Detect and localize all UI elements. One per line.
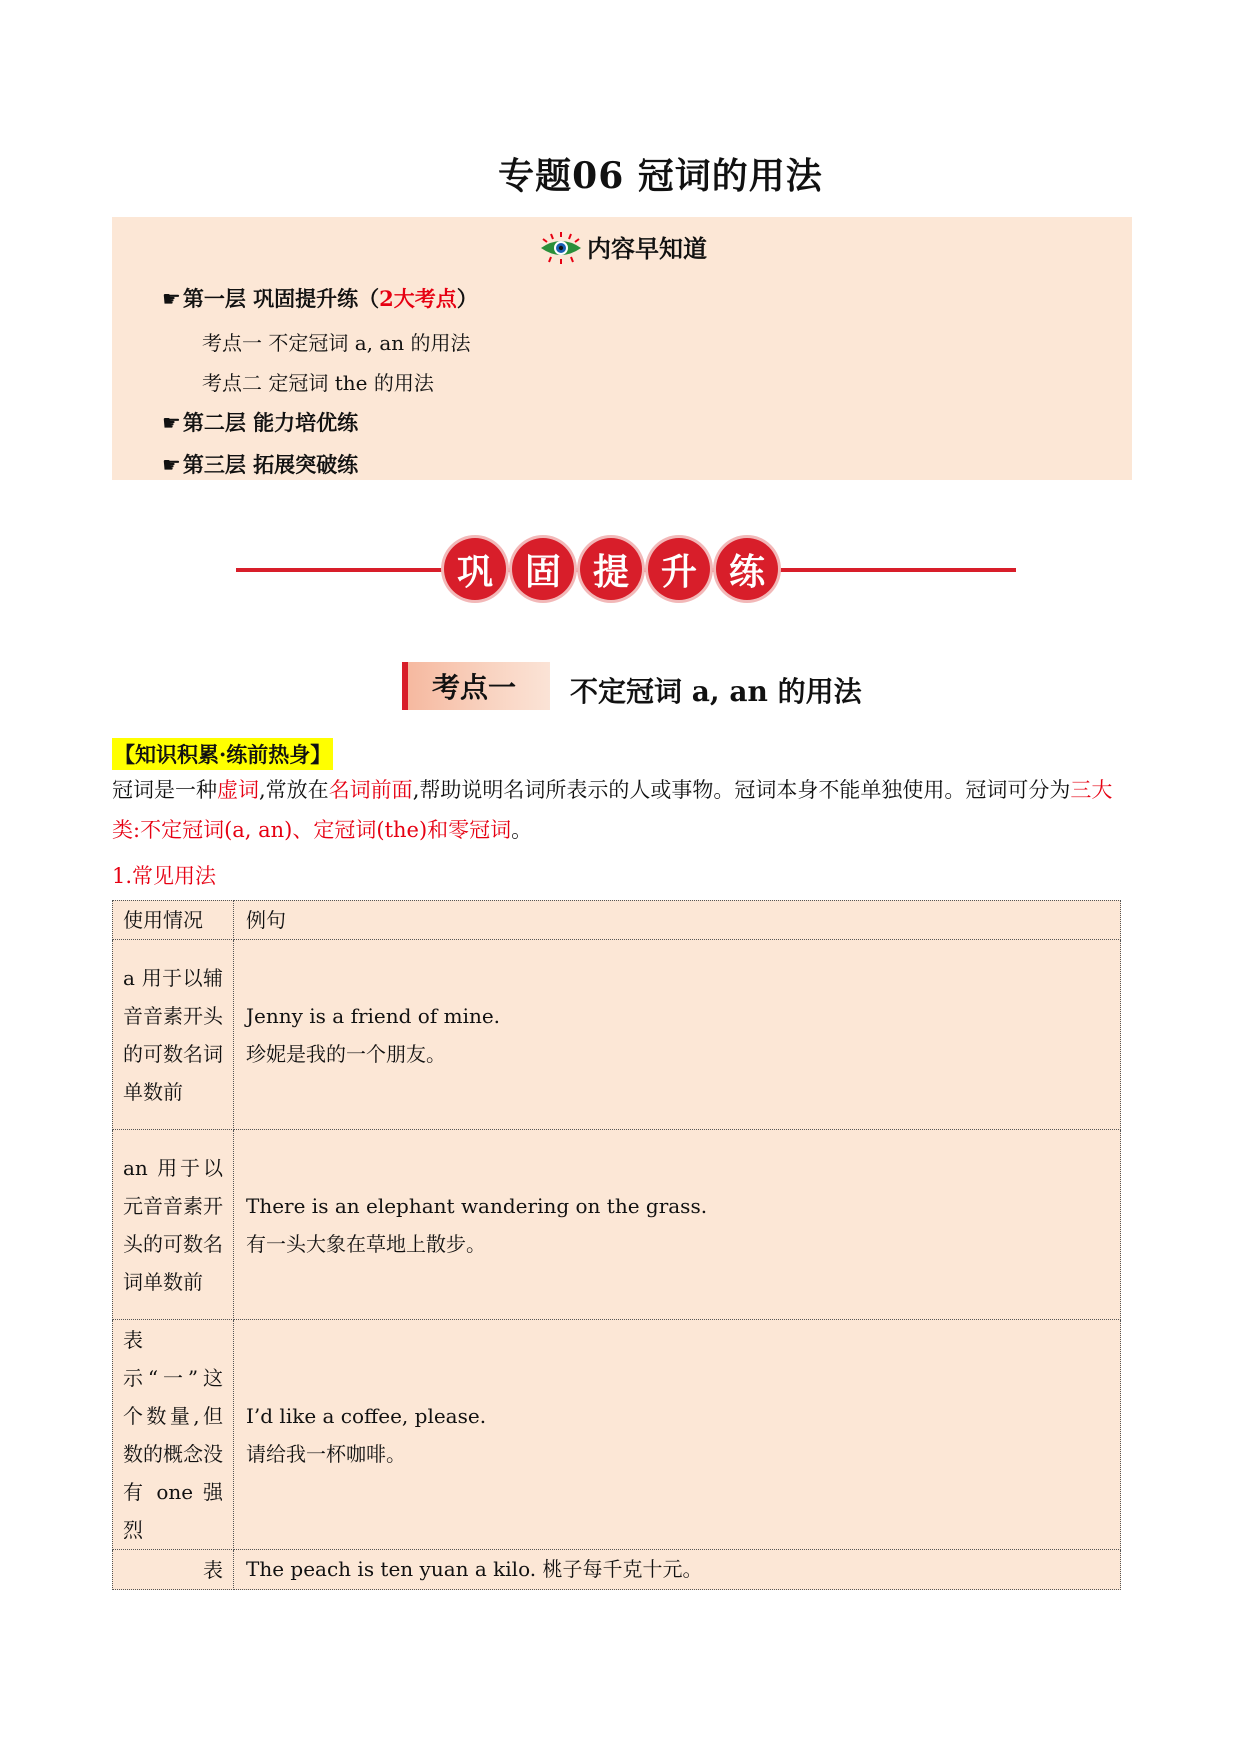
table-row [113, 940, 1121, 1130]
layer-3: ☛第三层 拓展突破练 [162, 452, 359, 477]
point-2: 考点二 定冠词 the 的用法 [202, 371, 434, 395]
table-header-cell: 使用情况 [113, 901, 234, 940]
usage-cell: 表 [113, 1550, 234, 1590]
pointing-hand-icon: ☛ [162, 287, 181, 311]
usage-cell: a 用于以辅音音素开头的可数名词单数前 [113, 940, 234, 1130]
table-row [113, 1550, 1121, 1590]
example-zh: 珍妮是我的一个朋友。 [246, 1041, 446, 1066]
table-row [113, 1130, 1121, 1320]
example-zh: 请给我一杯咖啡。 [246, 1441, 406, 1466]
point-1: 考点一 不定冠词 a, an 的用法 [202, 331, 471, 355]
subheading: 1.常见用法 [112, 864, 217, 888]
section-title: 不定冠词 a, an 的用法 [570, 675, 862, 708]
example-cell [234, 1320, 1121, 1550]
example-en: There is an elephant wandering on the grass. [246, 1193, 708, 1218]
summary-heading-text: 内容早知道 [587, 234, 707, 263]
banner-char: 提 [580, 538, 642, 600]
pointing-hand-icon: ☛ [162, 453, 181, 477]
pointing-hand-icon: ☛ [162, 411, 181, 435]
example-en: The peach is ten yuan a kilo. 桃子每千克十元。 [246, 1557, 703, 1581]
banner-char: 升 [648, 538, 710, 600]
example-zh: 有一头大象在草地上散步。 [246, 1231, 486, 1256]
example-cell [234, 1130, 1121, 1320]
table-header-cell: 例句 [234, 901, 1121, 940]
knowledge-tag: 【知识积累·练前热身】 [112, 738, 333, 770]
usage-table [112, 900, 1121, 1590]
section-banner [236, 530, 1016, 610]
usage-cell: 表示“一”这个数量,但数的概念没有 one 强烈 [113, 1320, 234, 1550]
example-en: Jenny is a friend of mine. [246, 1003, 501, 1028]
layer-1: ☛第一层 巩固提升练（2大考点） [162, 286, 478, 311]
example-cell [234, 940, 1121, 1130]
contents-summary-box [112, 217, 1132, 480]
usage-cell: an 用于以元音音素开头的可数名词单数前 [113, 1130, 234, 1320]
summary-heading [112, 229, 1132, 272]
example-en: I’d like a coffee, please. [246, 1403, 487, 1428]
banner-char: 固 [512, 538, 574, 600]
table-header-row [113, 901, 1121, 940]
eye-icon [537, 230, 585, 272]
table-row [113, 1320, 1121, 1550]
intro-paragraph: 冠词是一种虚词,常放在名词前面,帮助说明名词所表示的人或事物。冠词本身不能单独使用。冠词可分为三大类:不定冠词(a, an)、定冠词(the)和零冠词。 [112, 778, 1113, 842]
section-badge: 考点一 [402, 662, 550, 710]
banner-char: 巩 [444, 538, 506, 600]
example-cell [234, 1550, 1121, 1590]
banner-char: 练 [716, 538, 778, 600]
layer-2: ☛第二层 能力培优练 [162, 410, 359, 435]
page-title: 专题06 冠词的用法 [498, 155, 823, 197]
